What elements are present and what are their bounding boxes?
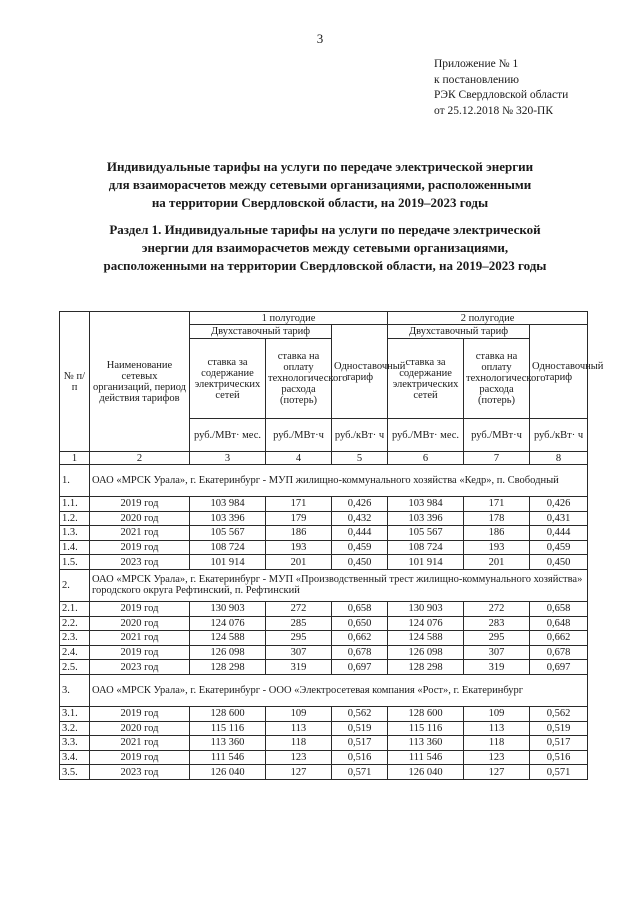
period: 2021 год (90, 526, 190, 541)
single-rate-1: 0,697 (332, 660, 388, 675)
losses-rate-1: 109 (266, 706, 332, 721)
single-rate-2: 0,648 (530, 616, 588, 631)
single-rate-2: 0,519 (530, 721, 588, 736)
header-name: Наименование сетевых организаций, период действия тарифов (90, 312, 190, 452)
row-num: 1.5. (60, 555, 90, 570)
losses-rate-2: 283 (464, 616, 530, 631)
header-half2: 2 полугодие (388, 312, 588, 325)
period: 2019 год (90, 540, 190, 555)
header-num: № п/п (60, 312, 90, 452)
period: 2020 год (90, 721, 190, 736)
row-num: 1.3. (60, 526, 90, 541)
appendix-line: Приложение № 1 (434, 58, 519, 70)
group-number: 1. (60, 465, 90, 497)
maintenance-rate-2: 126 098 (388, 645, 464, 660)
col-number: 6 (388, 452, 464, 465)
losses-rate-1: 179 (266, 511, 332, 526)
row-num: 3.5. (60, 765, 90, 780)
maintenance-rate-1: 124 076 (190, 616, 266, 631)
maintenance-rate-1: 128 600 (190, 706, 266, 721)
unit-maintenance-1: руб./МВт· мес. (190, 419, 266, 452)
maintenance-rate-1: 101 914 (190, 555, 266, 570)
single-rate-1: 0,444 (332, 526, 388, 541)
organization-name: ОАО «МРСК Урала», г. Екатеринбург - МУП «Производственный трест жилищно-коммунального хозяйства» городского округа Рефтинский, п. Рефтинский (90, 569, 588, 601)
maintenance-rate-1: 124 588 (190, 631, 266, 646)
organization-name: ОАО «МРСК Урала», г. Екатеринбург - ООО «Электросетевая компания «Рост», г. Екатеринбург (90, 674, 588, 706)
single-rate-1: 0,562 (332, 706, 388, 721)
header-twopart-1: Двухставочный тариф (190, 325, 332, 339)
group-number: 3. (60, 674, 90, 706)
maintenance-rate-1: 113 360 (190, 736, 266, 751)
single-rate-1: 0,662 (332, 631, 388, 646)
document-title (60, 158, 580, 212)
appendix-block (434, 57, 568, 119)
row-num: 1.1. (60, 497, 90, 512)
single-rate-2: 0,426 (530, 497, 588, 512)
single-rate-2: 0,678 (530, 645, 588, 660)
single-rate-1: 0,650 (332, 616, 388, 631)
section-line: расположенными на территории Свердловской области, на 2019–2023 годы (103, 258, 547, 273)
row-num: 3.3. (60, 736, 90, 751)
period: 2020 год (90, 511, 190, 526)
single-rate-2: 0,697 (530, 660, 588, 675)
maintenance-rate-2: 103 984 (388, 497, 464, 512)
row-num: 1.4. (60, 540, 90, 555)
single-rate-2: 0,450 (530, 555, 588, 570)
losses-rate-1: 201 (266, 555, 332, 570)
maintenance-rate-1: 103 984 (190, 497, 266, 512)
losses-rate-1: 307 (266, 645, 332, 660)
single-rate-1: 0,658 (332, 601, 388, 616)
organization-name: ОАО «МРСК Урала», г. Екатеринбург - МУП жилищно-коммунального хозяйства «Кедр», п. Свободный (90, 465, 588, 497)
losses-rate-2: 272 (464, 601, 530, 616)
maintenance-rate-2: 128 600 (388, 706, 464, 721)
maintenance-rate-2: 101 914 (388, 555, 464, 570)
header-half1: 1 полугодие (190, 312, 388, 325)
tariff-table (59, 311, 604, 780)
title-line: на территории Свердловской области, на 2019–2023 годы (151, 195, 489, 210)
maintenance-rate-1: 103 396 (190, 511, 266, 526)
losses-rate-1: 171 (266, 497, 332, 512)
col-number: 1 (60, 452, 90, 465)
period: 2019 год (90, 601, 190, 616)
maintenance-rate-1: 108 724 (190, 540, 266, 555)
single-rate-1: 0,426 (332, 497, 388, 512)
row-num: 3.2. (60, 721, 90, 736)
maintenance-rate-1: 126 098 (190, 645, 266, 660)
period: 2023 год (90, 660, 190, 675)
single-rate-1: 0,519 (332, 721, 388, 736)
period: 2019 год (90, 706, 190, 721)
single-rate-1: 0,432 (332, 511, 388, 526)
single-rate-2: 0,517 (530, 736, 588, 751)
period: 2021 год (90, 736, 190, 751)
maintenance-rate-1: 126 040 (190, 765, 266, 780)
losses-rate-2: 123 (464, 750, 530, 765)
single-rate-1: 0,459 (332, 540, 388, 555)
losses-rate-2: 171 (464, 497, 530, 512)
losses-rate-1: 272 (266, 601, 332, 616)
losses-rate-1: 127 (266, 765, 332, 780)
title-line: Индивидуальные тарифы на услуги по передаче электрической энергии (106, 159, 534, 174)
unit-single-1: руб./кВт· ч (332, 419, 388, 452)
col-number: 2 (90, 452, 190, 465)
losses-rate-1: 186 (266, 526, 332, 541)
single-rate-1: 0,517 (332, 736, 388, 751)
page-number: 3 (316, 31, 324, 46)
col-number: 8 (530, 452, 588, 465)
single-rate-2: 0,571 (530, 765, 588, 780)
single-rate-2: 0,459 (530, 540, 588, 555)
unit-losses-1: руб./МВт·ч (266, 419, 332, 452)
maintenance-rate-2: 124 076 (388, 616, 464, 631)
maintenance-rate-2: 113 360 (388, 736, 464, 751)
title-line: для взаиморасчетов между сетевыми организациями, расположенными (108, 177, 532, 192)
losses-rate-1: 123 (266, 750, 332, 765)
maintenance-rate-2: 115 116 (388, 721, 464, 736)
losses-rate-2: 178 (464, 511, 530, 526)
maintenance-rate-1: 105 567 (190, 526, 266, 541)
row-num: 2.5. (60, 660, 90, 675)
unit-maintenance-2: руб./МВт· мес. (388, 419, 464, 452)
period: 2019 год (90, 750, 190, 765)
single-rate-1: 0,678 (332, 645, 388, 660)
losses-rate-1: 113 (266, 721, 332, 736)
maintenance-rate-1: 111 546 (190, 750, 266, 765)
row-num: 2.1. (60, 601, 90, 616)
unit-single-2: руб./кВт· ч (530, 419, 588, 452)
single-rate-2: 0,444 (530, 526, 588, 541)
maintenance-rate-2: 111 546 (388, 750, 464, 765)
group-number: 2. (60, 569, 90, 601)
col-number: 4 (266, 452, 332, 465)
losses-rate-1: 118 (266, 736, 332, 751)
single-rate-2: 0,431 (530, 511, 588, 526)
single-rate-1: 0,450 (332, 555, 388, 570)
losses-rate-1: 319 (266, 660, 332, 675)
losses-rate-2: 201 (464, 555, 530, 570)
header-rate-maintenance-2: ставка за содержание электрических сетей (388, 339, 464, 419)
losses-rate-2: 186 (464, 526, 530, 541)
single-rate-1: 0,516 (332, 750, 388, 765)
losses-rate-2: 127 (464, 765, 530, 780)
maintenance-rate-2: 105 567 (388, 526, 464, 541)
losses-rate-2: 193 (464, 540, 530, 555)
losses-rate-1: 193 (266, 540, 332, 555)
period: 2023 год (90, 555, 190, 570)
row-num: 3.4. (60, 750, 90, 765)
header-twopart-2: Двухставочный тариф (388, 325, 530, 339)
maintenance-rate-2: 128 298 (388, 660, 464, 675)
losses-rate-2: 113 (464, 721, 530, 736)
single-rate-2: 0,662 (530, 631, 588, 646)
losses-rate-2: 295 (464, 631, 530, 646)
header-single-1: Одноставочный тариф (332, 325, 388, 419)
row-num: 2.2. (60, 616, 90, 631)
single-rate-2: 0,658 (530, 601, 588, 616)
header-single-2: Одноставочный тариф (530, 325, 588, 419)
header-rate-maintenance-1: ставка за содержание электрических сетей (190, 339, 266, 419)
col-number: 3 (190, 452, 266, 465)
row-num: 2.4. (60, 645, 90, 660)
header-rate-losses-1: ставка на оплату технологического расхода (потерь) (266, 339, 332, 419)
maintenance-rate-2: 103 396 (388, 511, 464, 526)
col-number: 7 (464, 452, 530, 465)
maintenance-rate-1: 128 298 (190, 660, 266, 675)
maintenance-rate-2: 108 724 (388, 540, 464, 555)
losses-rate-2: 307 (464, 645, 530, 660)
losses-rate-1: 285 (266, 616, 332, 631)
row-num: 2.3. (60, 631, 90, 646)
maintenance-rate-1: 115 116 (190, 721, 266, 736)
row-num: 3.1. (60, 706, 90, 721)
losses-rate-2: 118 (464, 736, 530, 751)
section-line: Раздел 1. Индивидуальные тарифы на услуги по передаче электрической (109, 222, 541, 237)
unit-losses-2: руб./МВт·ч (464, 419, 530, 452)
single-rate-2: 0,562 (530, 706, 588, 721)
appendix-line: РЭК Свердловской области (434, 89, 569, 101)
single-rate-2: 0,516 (530, 750, 588, 765)
losses-rate-2: 319 (464, 660, 530, 675)
maintenance-rate-2: 126 040 (388, 765, 464, 780)
period: 2019 год (90, 497, 190, 512)
row-num: 1.2. (60, 511, 90, 526)
period: 2023 год (90, 765, 190, 780)
single-rate-1: 0,571 (332, 765, 388, 780)
losses-rate-2: 109 (464, 706, 530, 721)
section-title (60, 221, 590, 275)
appendix-line: от 25.12.2018 № 320-ПК (434, 104, 554, 117)
maintenance-rate-1: 130 903 (190, 601, 266, 616)
maintenance-rate-2: 130 903 (388, 601, 464, 616)
period: 2019 год (90, 645, 190, 660)
appendix-line: к постановлению (434, 73, 519, 86)
period: 2021 год (90, 631, 190, 646)
period: 2020 год (90, 616, 190, 631)
col-number: 5 (332, 452, 388, 465)
losses-rate-1: 295 (266, 631, 332, 646)
section-line: энергии для взаиморасчетов между сетевыми организациями, (141, 240, 509, 255)
header-rate-losses-2: ставка на оплату технологического расхода (потерь) (464, 339, 530, 419)
maintenance-rate-2: 124 588 (388, 631, 464, 646)
